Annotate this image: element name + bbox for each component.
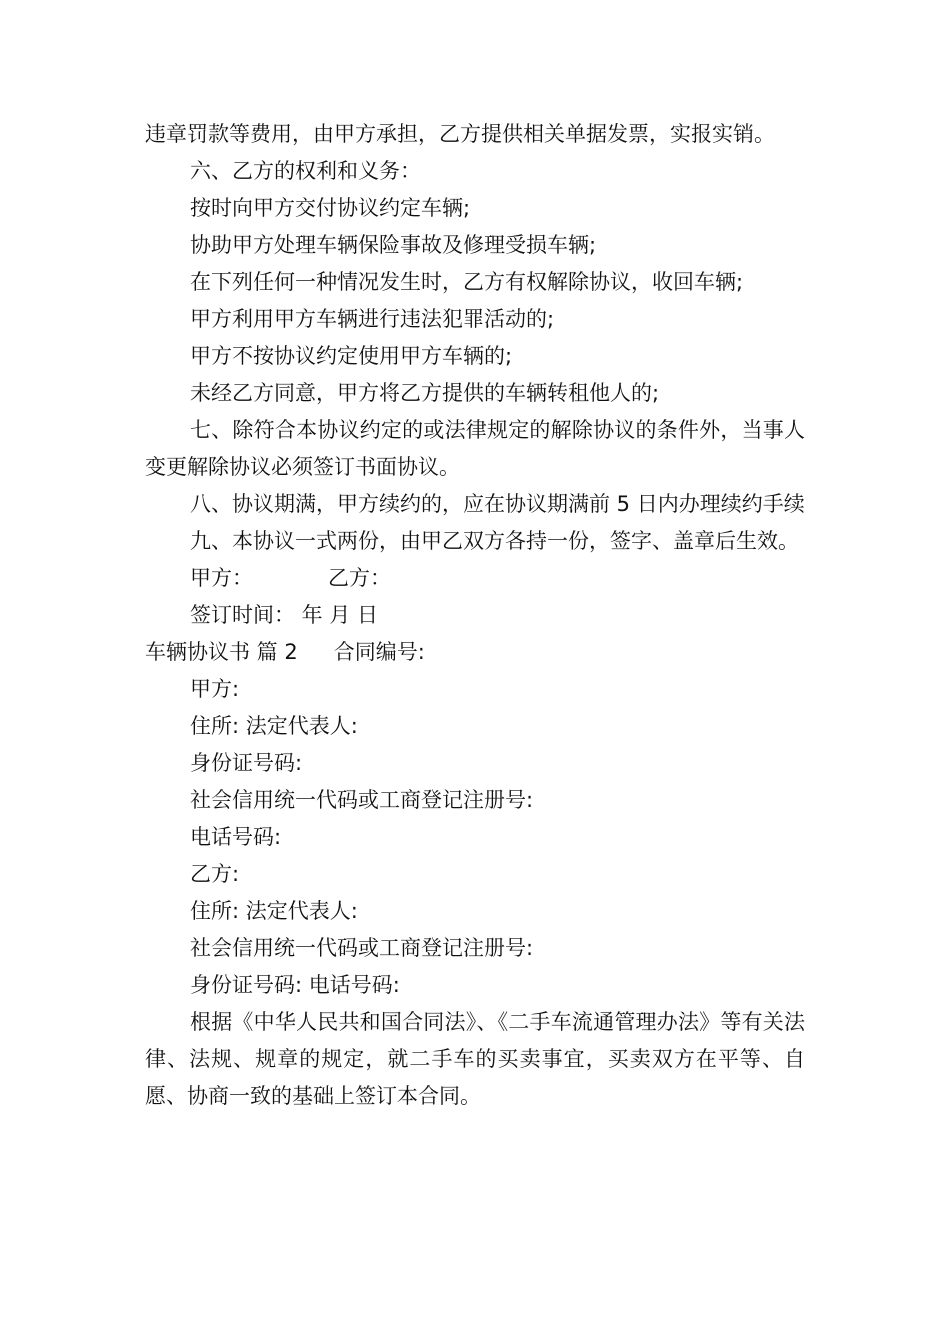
list-item-improper-use: 甲方不按协议约定使用甲方车辆的;: [190, 344, 513, 368]
party-a-address-field: 住所: 法定代表人:: [190, 714, 358, 738]
section-title: 车辆协议书 篇 2: [145, 640, 298, 664]
party-b-signature-label: 乙方：: [328, 566, 391, 590]
paragraph-fee-clause: 违章罚款等费用，由甲方承担，乙方提供相关单据发票，实报实销。: [145, 122, 775, 146]
paragraph-legal-basis: 根据《中华人民共和国合同法》、《二手车流通管理办法》等有关法律、法规、规章的规定，就二手车的买卖事宜，买卖双方在平等、自愿、协商一致的基础上签订本合同。: [145, 1010, 805, 1108]
section-heading-party-b-rights: 六、乙方的权利和义务：: [190, 159, 421, 183]
party-a-signature-label: 甲方：: [190, 566, 253, 590]
contract-number-label: 合同编号:: [333, 640, 425, 664]
party-a-credit-code-field: 社会信用统一代码或工商登记注册号:: [190, 788, 534, 812]
party-b-id-phone-field: 身份证号码: 电话号码:: [190, 973, 400, 997]
list-item-assist-insurance: 协助甲方处理车辆保险事故及修理受损车辆;: [190, 233, 597, 257]
paragraph-clause-nine: 九、本协议一式两份，由甲乙双方各持一份，签字、盖章后生效。: [190, 529, 799, 553]
list-item-deliver-vehicle: 按时向甲方交付协议约定车辆;: [190, 196, 471, 220]
party-b-label: 乙方:: [190, 862, 240, 886]
party-a-phone-field: 电话号码:: [190, 825, 282, 849]
party-a-id-field: 身份证号码:: [190, 751, 303, 775]
document-body: [145, 116, 805, 1115]
party-b-credit-code-field: 社会信用统一代码或工商登记注册号:: [190, 936, 534, 960]
list-item-termination-right: 在下列任何一种情况发生时，乙方有权解除协议，收回车辆;: [190, 270, 744, 294]
party-b-address-field: 住所: 法定代表人:: [190, 899, 358, 923]
list-item-illegal-use: 甲方利用甲方车辆进行违法犯罪活动的;: [190, 307, 555, 331]
signature-line: [145, 560, 805, 597]
section-title-line: [145, 634, 805, 671]
paragraph-clause-seven: 七、除符合本协议约定的或法律规定的解除协议的条件外，当事人变更解除协议必须签订书面协议。: [145, 418, 805, 479]
signing-date-line: 签订时间： 年 月 日: [190, 603, 379, 627]
party-a-label: 甲方:: [190, 677, 240, 701]
list-item-sublease: 未经乙方同意，甲方将乙方提供的车辆转租他人的;: [190, 381, 660, 405]
paragraph-clause-eight: 八、协议期满，甲方续约的，应在协议期满前 5 日内办理续约手续: [190, 492, 805, 516]
